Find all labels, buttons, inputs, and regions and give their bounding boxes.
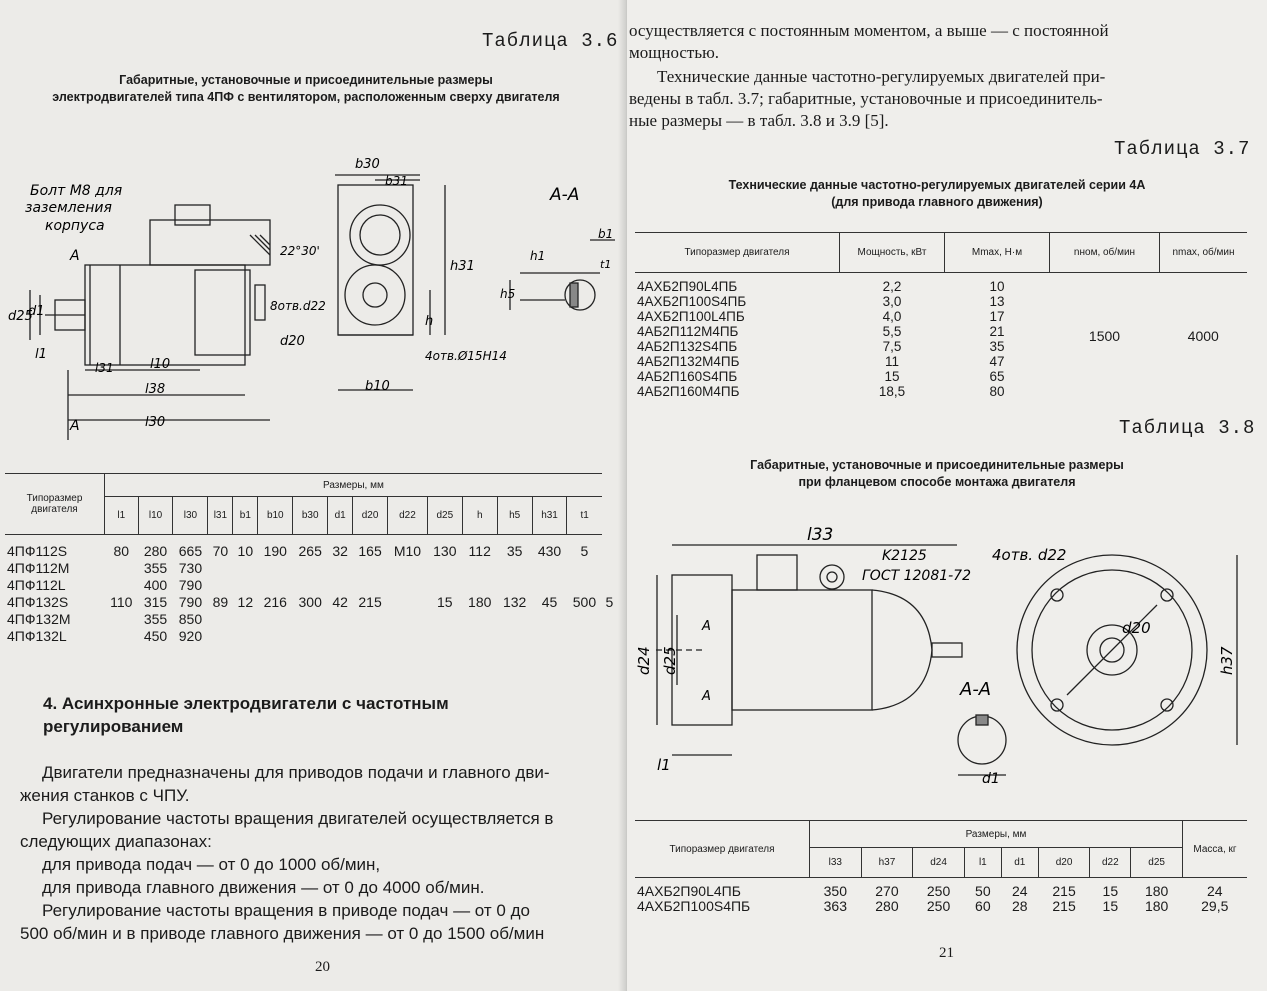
h37-label: h37: [1218, 646, 1236, 675]
table-cell: 35: [989, 339, 1005, 354]
row-model: 4АБ2П132М4ПБ: [637, 354, 740, 369]
d24-label: d24: [635, 646, 653, 675]
table-cell: 180: [1144, 883, 1169, 899]
table-cell: 47: [989, 354, 1005, 369]
table-cell: [497, 611, 532, 628]
holes2-label: 4отв.Ø15H14: [425, 349, 507, 363]
table-cell: [497, 628, 532, 645]
l1-label: l1: [657, 756, 671, 774]
table-cell: 250: [926, 898, 951, 914]
table-cell: [462, 577, 497, 594]
row-model: 4АБ2П132S4ПБ: [637, 339, 738, 354]
table-cell: [258, 577, 293, 594]
caption-line: электродвигателей типа 4ПФ с вентилятором, расположенным сверху двигателя: [52, 90, 560, 104]
table-cell: [532, 628, 567, 645]
table-cell: 4,0: [882, 309, 902, 324]
table-cell: 215: [358, 594, 382, 610]
holes-label: 8отв.d22: [270, 299, 326, 313]
table-cell: 355: [143, 611, 168, 627]
l30-label: l30: [145, 415, 166, 430]
col-model-header: Типоразмер двигателя: [635, 821, 810, 878]
table-row: [5, 611, 617, 628]
table-cell: 250: [926, 883, 951, 899]
col-header: Mmax, Н·м: [945, 233, 1050, 273]
table-cell: [293, 628, 328, 645]
table-cell: [388, 577, 428, 594]
table-cell: 110: [110, 594, 133, 610]
table-cell: 430: [537, 543, 562, 559]
col-header: l1: [105, 497, 139, 535]
table-cell: 790: [178, 594, 203, 610]
table-cell: 17: [989, 309, 1005, 324]
table-cell: M10: [393, 543, 422, 559]
row-model: 4АБ2П160S4ПБ: [637, 369, 738, 384]
l38-label: l38: [145, 382, 166, 397]
col-header: d1: [328, 497, 353, 535]
table-cell: 2,2: [882, 279, 902, 294]
row-model: 4ПФ112S: [7, 543, 68, 559]
col-header: d20: [1038, 848, 1090, 878]
table-cell: 180: [1144, 898, 1169, 914]
col-header: b10: [258, 497, 293, 535]
motor-housing: [732, 590, 872, 710]
table-cell: [353, 628, 388, 645]
table-row: [5, 535, 617, 561]
table-cell: [328, 628, 353, 645]
row-model: 4АБ2П112М4ПБ: [637, 324, 739, 339]
d20-label: d20: [280, 334, 305, 349]
table-cell: [353, 611, 388, 628]
col-header: d20: [353, 497, 388, 535]
table-cell: 300: [298, 594, 322, 610]
paragraph-line: Регулирование частоты вращения в приводе подач — от 0 до: [42, 901, 530, 920]
h31-label: h31: [450, 259, 475, 274]
table-cell: [567, 577, 602, 594]
table-cell: [233, 560, 258, 577]
table-cell: [258, 611, 293, 628]
col-header: l10: [138, 497, 173, 535]
row-model: 4АХБ2П90L4ПБ: [637, 883, 741, 899]
table-cell: 350: [823, 883, 847, 899]
table-cell: 29,5: [1201, 898, 1229, 914]
table-cell: [388, 594, 428, 611]
table-cell: 850: [178, 611, 203, 627]
table-cell: 35: [506, 543, 523, 559]
col-header: Мощность, кВт: [840, 233, 945, 273]
table-row: [5, 577, 617, 594]
left-page: [0, 0, 627, 991]
table-cell: [208, 628, 233, 645]
table-cell: 15: [1102, 883, 1119, 899]
table-cell: 5,5: [882, 324, 902, 339]
table-cell: 10: [237, 543, 254, 559]
paragraph-line: следующих диапазонах:: [20, 832, 212, 851]
table-cell: 165: [358, 543, 382, 559]
table-cell: 180: [468, 594, 492, 610]
section-label: А-А: [960, 679, 992, 700]
col-header: h: [462, 497, 497, 535]
l10-label: l10: [150, 357, 171, 372]
table-cell: 80: [113, 543, 130, 559]
table-cell: 280: [143, 543, 168, 559]
table-row: [5, 628, 617, 645]
table-cell: 18,5: [878, 384, 906, 399]
col-header: b30: [293, 497, 328, 535]
col-header: d1: [1001, 848, 1038, 878]
table-3-7: [635, 232, 1247, 399]
table-row: [635, 899, 1247, 914]
intro-text: [629, 20, 1249, 132]
table-cell: [567, 560, 602, 577]
b1-label: b1: [598, 227, 614, 241]
table-cell: [388, 611, 428, 628]
table-cell: 270: [875, 883, 899, 899]
row-model: 4АХБ2П100S4ПБ: [637, 898, 751, 914]
table-cell: 5: [580, 543, 589, 559]
d25-label: d25: [661, 646, 679, 675]
table-row: [5, 594, 617, 611]
t1-label: t1: [600, 258, 612, 271]
paragraph-line: Технические данные частотно-регулируемых двигателей при-: [657, 67, 1106, 86]
table-cell: [462, 560, 497, 577]
a-marker: А: [702, 619, 711, 634]
bolt-note-1: Болт М8 для: [30, 183, 123, 199]
table-cell: 500: [572, 594, 597, 610]
paragraph-line: для привода подач — от 0 до 1000 об/мин,: [42, 855, 381, 874]
table-cell: [388, 560, 428, 577]
table-cell: 280: [875, 898, 899, 914]
h-label: h: [425, 314, 434, 329]
table-cell: [105, 577, 139, 594]
table-3-6-caption: [0, 72, 612, 106]
table-cell: 45: [541, 594, 558, 610]
l33-label: l33: [807, 525, 834, 545]
row-model: 4АБ2П160М4ПБ: [637, 384, 740, 399]
paragraph-line: жения станков с ЧПУ.: [20, 786, 190, 805]
table-cell: 7,5: [882, 339, 902, 354]
right-page: [627, 0, 1267, 991]
body-text-left: [20, 761, 625, 945]
table-3-7-caption: [627, 177, 1247, 211]
table-cell: [208, 560, 233, 577]
table-cell: 65: [989, 369, 1005, 384]
table-cell: [462, 628, 497, 645]
table-cell: [353, 560, 388, 577]
l31-label: l31: [95, 361, 114, 375]
table-cell: 5: [605, 594, 614, 610]
table-3-7-label: Таблица 3.7: [1114, 138, 1251, 160]
col-header: Типоразмер двигателя: [635, 233, 840, 273]
table-cell: [567, 628, 602, 645]
table-cell: [353, 577, 388, 594]
table-cell: [233, 577, 258, 594]
holes-label: 4отв. d22: [992, 546, 1067, 564]
motor-flange-drawing: [627, 515, 1252, 800]
table-cell: 665: [178, 543, 203, 559]
col-header: l1: [964, 848, 1001, 878]
table-cell: [105, 628, 139, 645]
row-model: 4ПФ132L: [7, 628, 67, 644]
k-label: K2125: [882, 548, 927, 564]
col-header: d24: [913, 848, 965, 878]
d20-label: d20: [1122, 619, 1151, 637]
table-cell: 130: [433, 543, 457, 559]
col-model-header: Типоразмер двигателя: [5, 474, 105, 535]
section-title: [43, 692, 449, 738]
table-cell: [532, 611, 567, 628]
a-marker-bottom: А: [70, 418, 80, 434]
table-cell: 920: [178, 628, 203, 644]
table-cell: 12: [237, 594, 254, 610]
col-header: h31: [532, 497, 567, 535]
table-cell: 60: [975, 898, 991, 914]
col-header: d22: [1090, 848, 1131, 878]
table-cell: 70: [212, 543, 229, 559]
b30-label: b30: [355, 157, 380, 172]
b31-label: b31: [385, 174, 408, 188]
bolt-note-3: корпуса: [45, 218, 105, 234]
caption-line: Технические данные частотно-регулируемых двигателей серии 4А: [728, 178, 1146, 192]
row-model: 4АХБ2П90L4ПБ: [637, 279, 738, 294]
table-cell: 89: [212, 594, 229, 610]
d25-label: d25: [8, 309, 33, 324]
group-header: Размеры, мм: [105, 474, 602, 497]
table-cell: [328, 577, 353, 594]
caption-line: при фланцевом способе монтажа двигателя: [798, 475, 1076, 489]
table-cell: [105, 560, 139, 577]
caption-line: Габаритные, установочные и присоединительные размеры: [750, 458, 1124, 472]
motor-4pf-drawing: [0, 140, 615, 440]
table-cell: [258, 560, 293, 577]
col-header: nном, об/мин: [1050, 233, 1160, 273]
table-cell: [258, 628, 293, 645]
paragraph-line: для привода главного движения — от 0 до 4000 об/мин.: [42, 878, 485, 897]
row-model: 4ПФ132M: [7, 611, 71, 627]
table-cell: [293, 611, 328, 628]
table-cell: 112: [468, 543, 491, 559]
table-cell: 265: [298, 543, 322, 559]
table-row: [635, 878, 1247, 900]
h5-label: h5: [500, 287, 516, 301]
table-cell: 15: [884, 369, 900, 384]
table-cell: 24: [1206, 883, 1223, 899]
table-cell: [208, 611, 233, 628]
row-model: 4ПФ112M: [7, 560, 70, 576]
row-model: 4ПФ112L: [7, 577, 66, 593]
table-cell: 132: [502, 594, 527, 610]
col-header: d22: [388, 497, 428, 535]
col-header: d25: [1131, 848, 1183, 878]
table-3-8-caption: [627, 457, 1247, 491]
table-cell: 730: [178, 560, 203, 576]
row-model: 4АХБ2П100S4ПБ: [637, 294, 747, 309]
paragraph-line: Двигатели предназначены для приводов подачи и главного дви-: [42, 763, 550, 782]
table-cell: 215: [1052, 898, 1076, 914]
d1-label: d1: [982, 771, 1000, 787]
h1-label: h1: [530, 249, 546, 263]
table-cell: 215: [1052, 883, 1076, 899]
section-title-line: регулированием: [43, 717, 184, 736]
table-cell: 42: [332, 594, 348, 610]
table-3-8: [635, 820, 1247, 914]
table-cell: [208, 577, 233, 594]
group-header: Размеры, мм: [810, 821, 1183, 848]
col-header: l30: [173, 497, 208, 535]
table-cell: 21: [989, 324, 1005, 339]
table-cell: 24: [1011, 883, 1028, 899]
paragraph-line: мощностью.: [629, 43, 720, 62]
table-cell: 450: [143, 628, 168, 644]
col-header: l31: [208, 497, 233, 535]
table-cell: 80: [989, 384, 1005, 399]
col-header: h5: [497, 497, 532, 535]
table-cell: 28: [1011, 898, 1028, 914]
table-cell: 10: [989, 279, 1005, 294]
a-marker: А: [702, 689, 711, 704]
paragraph-line: ные размеры — в табл. 3.8 и 3.9 [5].: [629, 111, 889, 130]
table-3-6-label: Таблица 3.6: [482, 30, 619, 52]
table-cell: 32: [332, 543, 348, 559]
l1-label: l1: [35, 347, 47, 362]
table-cell: 315: [143, 594, 168, 610]
table-3-6: [5, 473, 617, 645]
table-cell: [497, 577, 532, 594]
table-cell: [532, 560, 567, 577]
table-cell: 216: [263, 594, 287, 610]
table-cell: 4000: [1187, 327, 1219, 344]
caption-line: (для привода главного движения): [831, 195, 1043, 209]
table-cell: [567, 611, 602, 628]
bolt-note-2: заземления: [25, 200, 112, 216]
col-header: b1: [233, 497, 258, 535]
table-cell: 790: [178, 577, 203, 593]
col-header: t1: [567, 497, 602, 535]
table-cell: 355: [143, 560, 168, 576]
row-model: 4АХБ2П100L4ПБ: [637, 309, 745, 324]
gost-label: ГОСТ 12081-72: [862, 568, 971, 584]
table-cell: 15: [437, 594, 453, 610]
row-model: 4ПФ132S: [7, 594, 69, 610]
fan-housing: [150, 220, 270, 265]
paragraph-line: ведены в табл. 3.7; габаритные, установочные и присоединитель-: [629, 89, 1103, 108]
mass-header: Масса, кг: [1183, 821, 1248, 878]
table-cell: [427, 628, 462, 645]
col-header: l33: [810, 848, 862, 878]
b10-label: b10: [365, 379, 390, 394]
table-cell: 50: [975, 883, 991, 899]
table-cell: [293, 577, 328, 594]
table-cell: 190: [263, 543, 287, 559]
a-marker-top: А: [70, 248, 80, 264]
paragraph-line: 500 об/мин и в приводе главного движения — от 0 до 1500 об/мин: [20, 924, 545, 943]
page-number-right: 21: [939, 945, 954, 961]
table-cell: [462, 611, 497, 628]
page-number-left: 20: [315, 959, 330, 975]
angle-label: 22°30': [280, 244, 320, 258]
end-view-frame: [338, 185, 413, 335]
table-cell: [427, 560, 462, 577]
table-row: [635, 273, 1247, 295]
table-cell: 11: [884, 354, 899, 369]
table-cell: [233, 628, 258, 645]
table-cell: [497, 560, 532, 577]
table-cell: [532, 577, 567, 594]
table-3-8-label: Таблица 3.8: [1119, 417, 1256, 439]
motor-body: [85, 265, 245, 365]
table-cell: [328, 611, 353, 628]
table-cell: 1500: [1088, 327, 1121, 344]
table-row: [5, 560, 617, 577]
table-cell: [233, 611, 258, 628]
col-header: nmax, об/мин: [1160, 233, 1248, 273]
table-cell: [427, 577, 462, 594]
table-cell: [293, 560, 328, 577]
section-title-line: 4. Асинхронные электродвигатели с частотным: [43, 694, 449, 713]
table-cell: 13: [989, 294, 1005, 309]
col-header: d25: [427, 497, 462, 535]
caption-line: Габаритные, установочные и присоединительные размеры: [119, 73, 493, 87]
table-cell: [388, 628, 428, 645]
table-cell: [328, 560, 353, 577]
paragraph-line: осуществляется с постоянным моментом, а выше — с постоянной: [629, 21, 1109, 40]
table-cell: 363: [823, 898, 847, 914]
table-cell: [105, 611, 139, 628]
table-cell: [427, 611, 462, 628]
table-cell: 400: [143, 577, 168, 593]
paragraph-line: Регулирование частоты вращения двигателей осуществляется в: [42, 809, 554, 828]
table-cell: 15: [1102, 898, 1119, 914]
table-cell: 3,0: [882, 294, 902, 309]
d1-label: d1: [28, 304, 45, 319]
col-header: h37: [861, 848, 913, 878]
section-label: А-А: [550, 185, 580, 205]
